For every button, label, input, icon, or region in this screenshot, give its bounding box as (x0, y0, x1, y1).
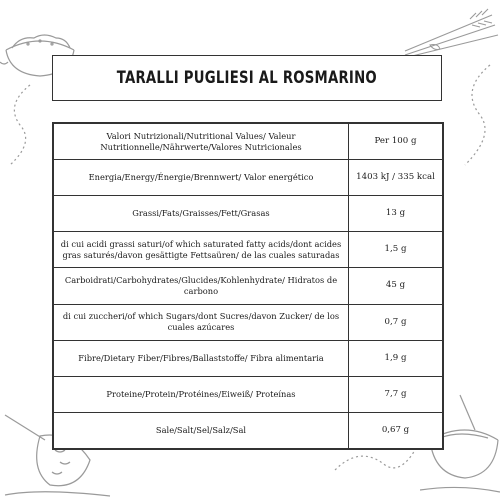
dotted-swirl-right-icon (450, 60, 500, 170)
row-label: Grassi/Fats/Graisses/Fett/Grasas (54, 196, 349, 232)
row-label: Energia/Energy/Énergie/Brennwert/ Valor energético (54, 160, 349, 196)
row-label: Fibre/Dietary Fiber/Fibres/Ballaststoffe/ Fibra alimentaria (54, 340, 349, 376)
row-label: Sale/Salt/Sel/Salz/Sal (54, 412, 349, 448)
row-value: 1403 kJ / 335 kcal (349, 160, 443, 196)
table-row (54, 232, 443, 268)
product-title: TARALLI PUGLIESI AL ROSMARINO (116, 68, 378, 88)
row-value: 45 g (349, 268, 443, 304)
row-value: 7,7 g (349, 376, 443, 412)
row-value: 1,5 g (349, 232, 443, 268)
table-row (54, 304, 443, 340)
nutrition-table (52, 122, 444, 450)
row-label: Proteine/Protein/Protéines/Eiweiß/ Proteínas (54, 376, 349, 412)
row-label: Carboidrati/Carbohydrates/Glucides/Kohlenhydrate/ Hidratos de carbono (54, 268, 349, 304)
table-row (54, 412, 443, 448)
table-header-row (54, 124, 443, 160)
table-row (54, 196, 443, 232)
row-value: 0,7 g (349, 304, 443, 340)
header-label: Valori Nutrizionali/Nutritional Values/ Valeur Nutritionnelle/Nährwerte/Valores Nutricionales (54, 124, 349, 160)
table-row (54, 376, 443, 412)
table-row (54, 160, 443, 196)
row-value: 13 g (349, 196, 443, 232)
dotted-swirl-left-icon (0, 80, 50, 170)
row-label: di cui zuccheri/of which Sugars/dont Sucres/davon Zucker/ de los cuales azúcares (54, 304, 349, 340)
table-row (54, 268, 443, 304)
title-box (52, 55, 442, 101)
row-value: 1,9 g (349, 340, 443, 376)
header-value: Per 100 g (349, 124, 443, 160)
wheat-bundle-icon (400, 5, 500, 60)
table-row (54, 340, 443, 376)
row-value: 0,67 g (349, 412, 443, 448)
row-label: di cui acidi grassi saturi/of which saturated fatty acids/dont acides gras saturés/davon gesättigte Fettsaüren/ de las cuales saturadas (54, 232, 349, 268)
